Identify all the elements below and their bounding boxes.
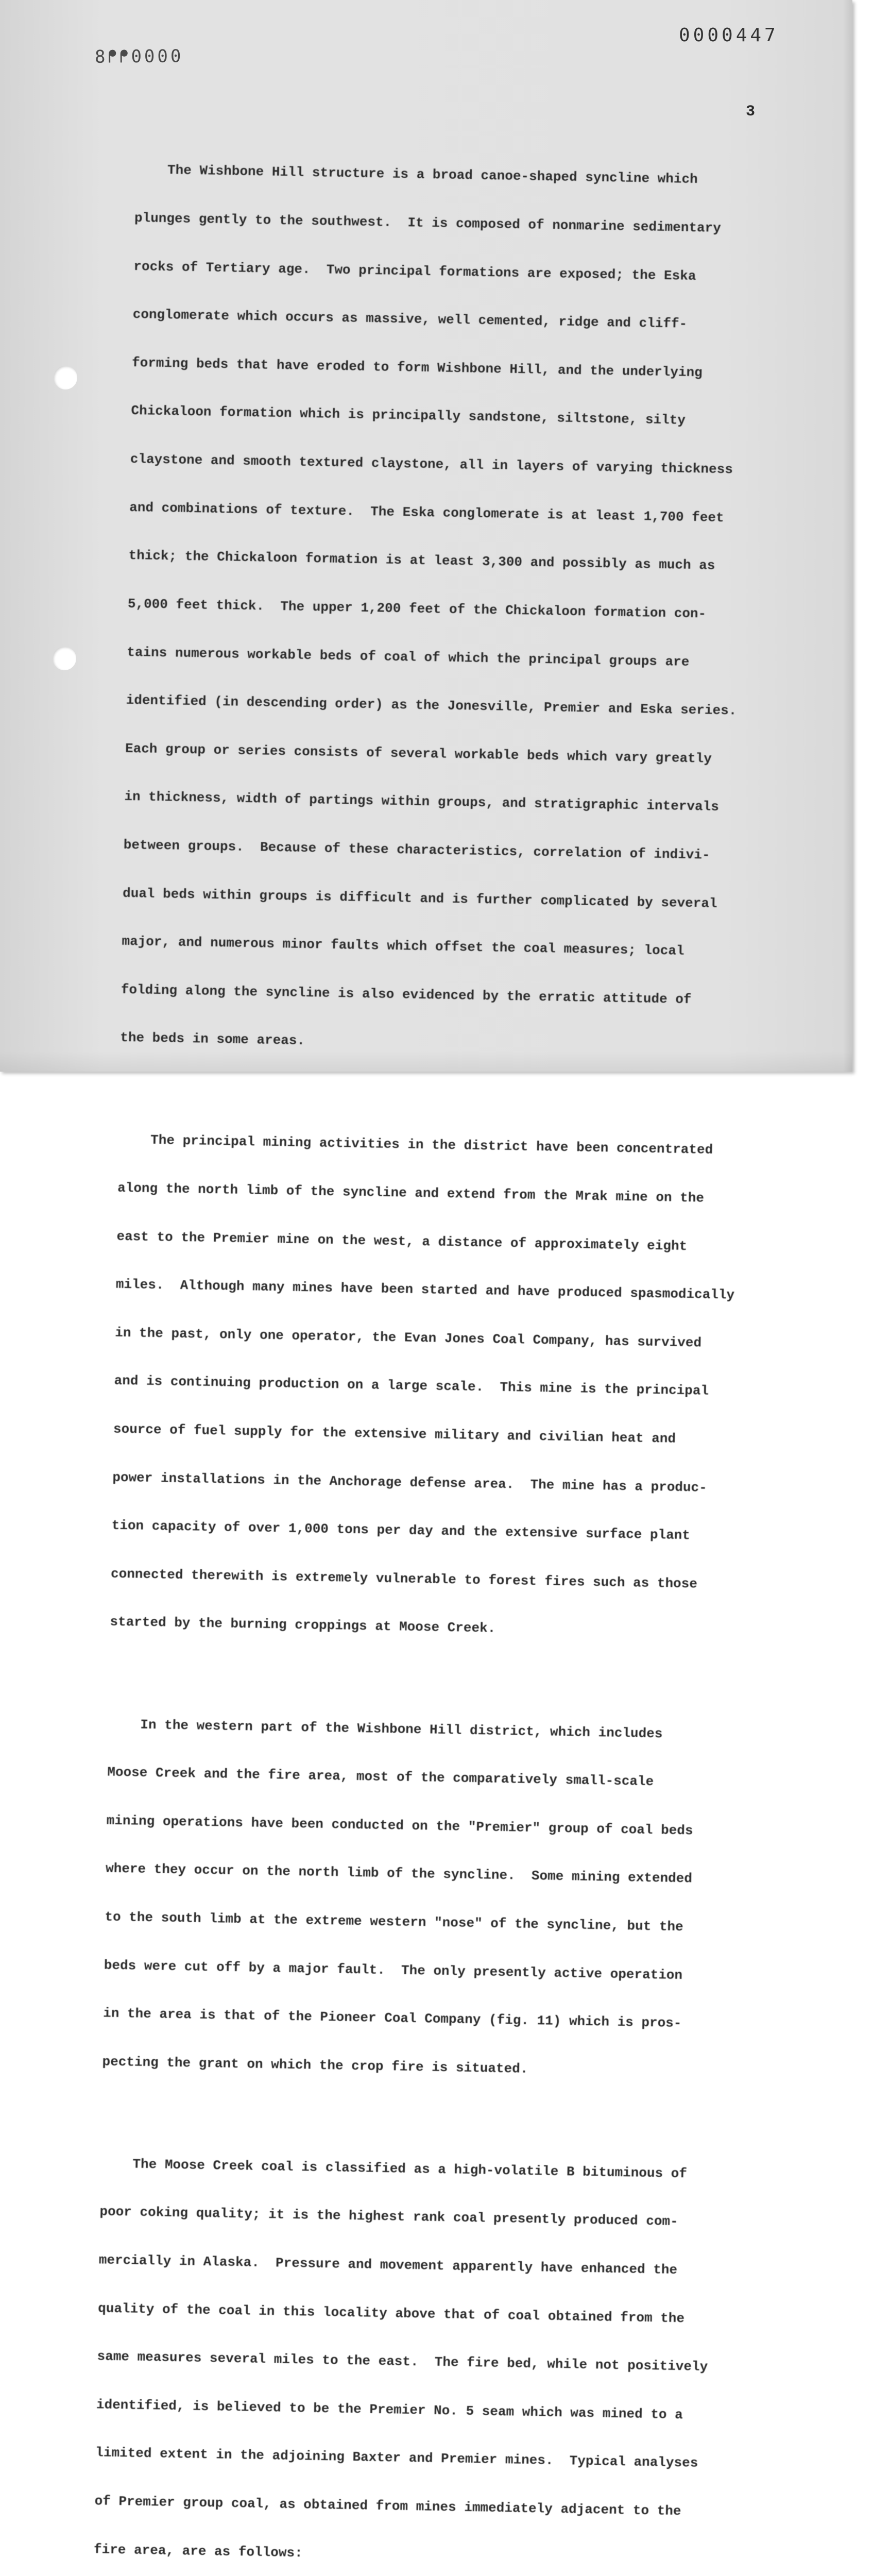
text-line: tion capacity of over 1,000 tons per day and the extensive surface plant <box>111 1517 691 1544</box>
text-line: plunges gently to the southwest. It is composed of nonmarine sedimentary <box>134 210 722 236</box>
text-line: claystone and smooth textured claystone, all in layers of varying thickness <box>130 451 733 478</box>
text-line: The Wishbone Hill structure is a broad canoe-shaped syncline which <box>135 162 698 188</box>
document-bates-number: 8ᖰᖰ0000 <box>94 46 184 67</box>
paragraph-coal-classification <box>93 2124 771 2576</box>
text-line: mercially in Alaska. Pressure and movement apparently have enhanced the <box>98 2252 678 2278</box>
punch-hole-upper <box>54 366 77 389</box>
paragraph-western-district <box>101 1684 778 2114</box>
text-line: Each group or series consists of several workable beds which vary greatly <box>125 740 712 767</box>
text-line: in the past, only one operator, the Evan Jones Coal Company, has survived <box>114 1325 702 1351</box>
text-line: dual beds within groups is difficult and is further complicated by several <box>122 885 717 911</box>
text-line: mining operations have been conducted on the "Premier" group of coal beds <box>106 1812 693 1839</box>
body-text <box>93 130 806 2576</box>
text-line: The principal mining activities in the district have been concentrated <box>118 1132 713 1158</box>
page-number: 3 <box>746 103 756 121</box>
text-line: of Premier group coal, as obtained from mines immediately adjacent to the <box>94 2493 681 2519</box>
text-line: poor coking quality; it is the highest rank coal presently produced com- <box>99 2204 678 2230</box>
paragraph-geology <box>119 130 806 1090</box>
text-line: thick; the Chickaloon formation is at least 3,300 and possibly as much as <box>128 548 715 574</box>
text-line: pecting the grant on which the crop fire is situated. <box>102 2054 528 2077</box>
text-line: identified (in descending order) as the Jonesville, Premier and Eska series. <box>126 692 737 719</box>
paragraph-mining-activities <box>109 1100 789 1674</box>
text-line: and is continuing production on a large scale. This mine is the principal <box>114 1373 709 1399</box>
text-line: along the north limb of the syncline and extend from the Mrak mine on the <box>117 1180 705 1206</box>
text-line: limited extent in the adjoining Baxter and Premier mines. Typical analyses <box>95 2445 698 2471</box>
text-line: connected therewith is extremely vulnerable to forest fires such as those <box>110 1566 698 1592</box>
text-line: miles. Although many mines have been started and have produced spasmodically <box>115 1276 735 1303</box>
text-line: between groups. Because of these characteristics, correlation of indivi- <box>123 837 710 863</box>
text-line: in thickness, width of partings within groups, and stratigraphic intervals <box>124 789 720 815</box>
text-line: east to the Premier mine on the west, a distance of approximately eight <box>116 1228 688 1254</box>
text-line: major, and numerous minor faults which offset the coal measures; local <box>122 933 684 959</box>
text-line: Chickaloon formation which is principally sandstone, siltstone, silty <box>131 403 686 429</box>
text-line: and combinations of texture. The Eska conglomerate is at least 1,700 feet <box>129 499 724 526</box>
text-line: beds were cut off by a major fault. The only presently active operation <box>104 1957 683 1983</box>
punch-hole-lower <box>53 647 76 670</box>
text-line: identified, is believed to be the Premier No. 5 seam which was mined to a <box>96 2397 683 2423</box>
text-line: source of fuel supply for the extensive military and civilian heat and <box>113 1421 676 1447</box>
text-line: forming beds that have eroded to form Wishbone Hill, and the underlying <box>131 354 703 381</box>
text-line: to the south limb at the extreme western "nose" of the syncline, but the <box>105 1909 683 1935</box>
text-line: The Moose Creek coal is classified as a high-volatile B bituminous of <box>100 2156 688 2182</box>
text-line: folding along the syncline is also evidenced by the erratic attitude of <box>121 981 692 1007</box>
document-control-number: 0000447 <box>679 25 779 46</box>
text-line: started by the burning croppings at Moose Creek. <box>110 1614 496 1637</box>
page-shadow-right <box>843 0 852 1072</box>
text-line: power installations in the Anchorage defense area. The mine has a produc- <box>112 1469 708 1496</box>
text-line: tains numerous workable beds of coal of which the principal groups are <box>127 644 690 670</box>
text-line: In the western part of the Wishbone Hill district, which includes <box>108 1716 663 1741</box>
text-line: same measures several miles to the east. The fire bed, while not positively <box>97 2348 708 2375</box>
text-line: the beds in some areas. <box>119 1030 305 1049</box>
text-line: where they occur on the north limb of the syncline. Some mining extended <box>105 1860 693 1887</box>
text-line: fire area, are as follows: <box>93 2541 303 2561</box>
text-line: 5,000 feet thick. The upper 1,200 feet of the Chickaloon formation con- <box>127 596 707 622</box>
text-line: quality of the coal in this locality above that of coal obtained from the <box>97 2300 685 2326</box>
text-line: in the area is that of the Pioneer Coal Company (fig. 11) which is pros- <box>102 2005 682 2031</box>
text-line: conglomerate which occurs as massive, well cemented, ridge and cliff- <box>132 307 688 332</box>
text-line: rocks of Tertiary age. Two principal formations are exposed; the Eska <box>133 258 696 284</box>
text-line: Moose Creek and the fire area, most of the comparatively small-scale <box>107 1764 654 1790</box>
